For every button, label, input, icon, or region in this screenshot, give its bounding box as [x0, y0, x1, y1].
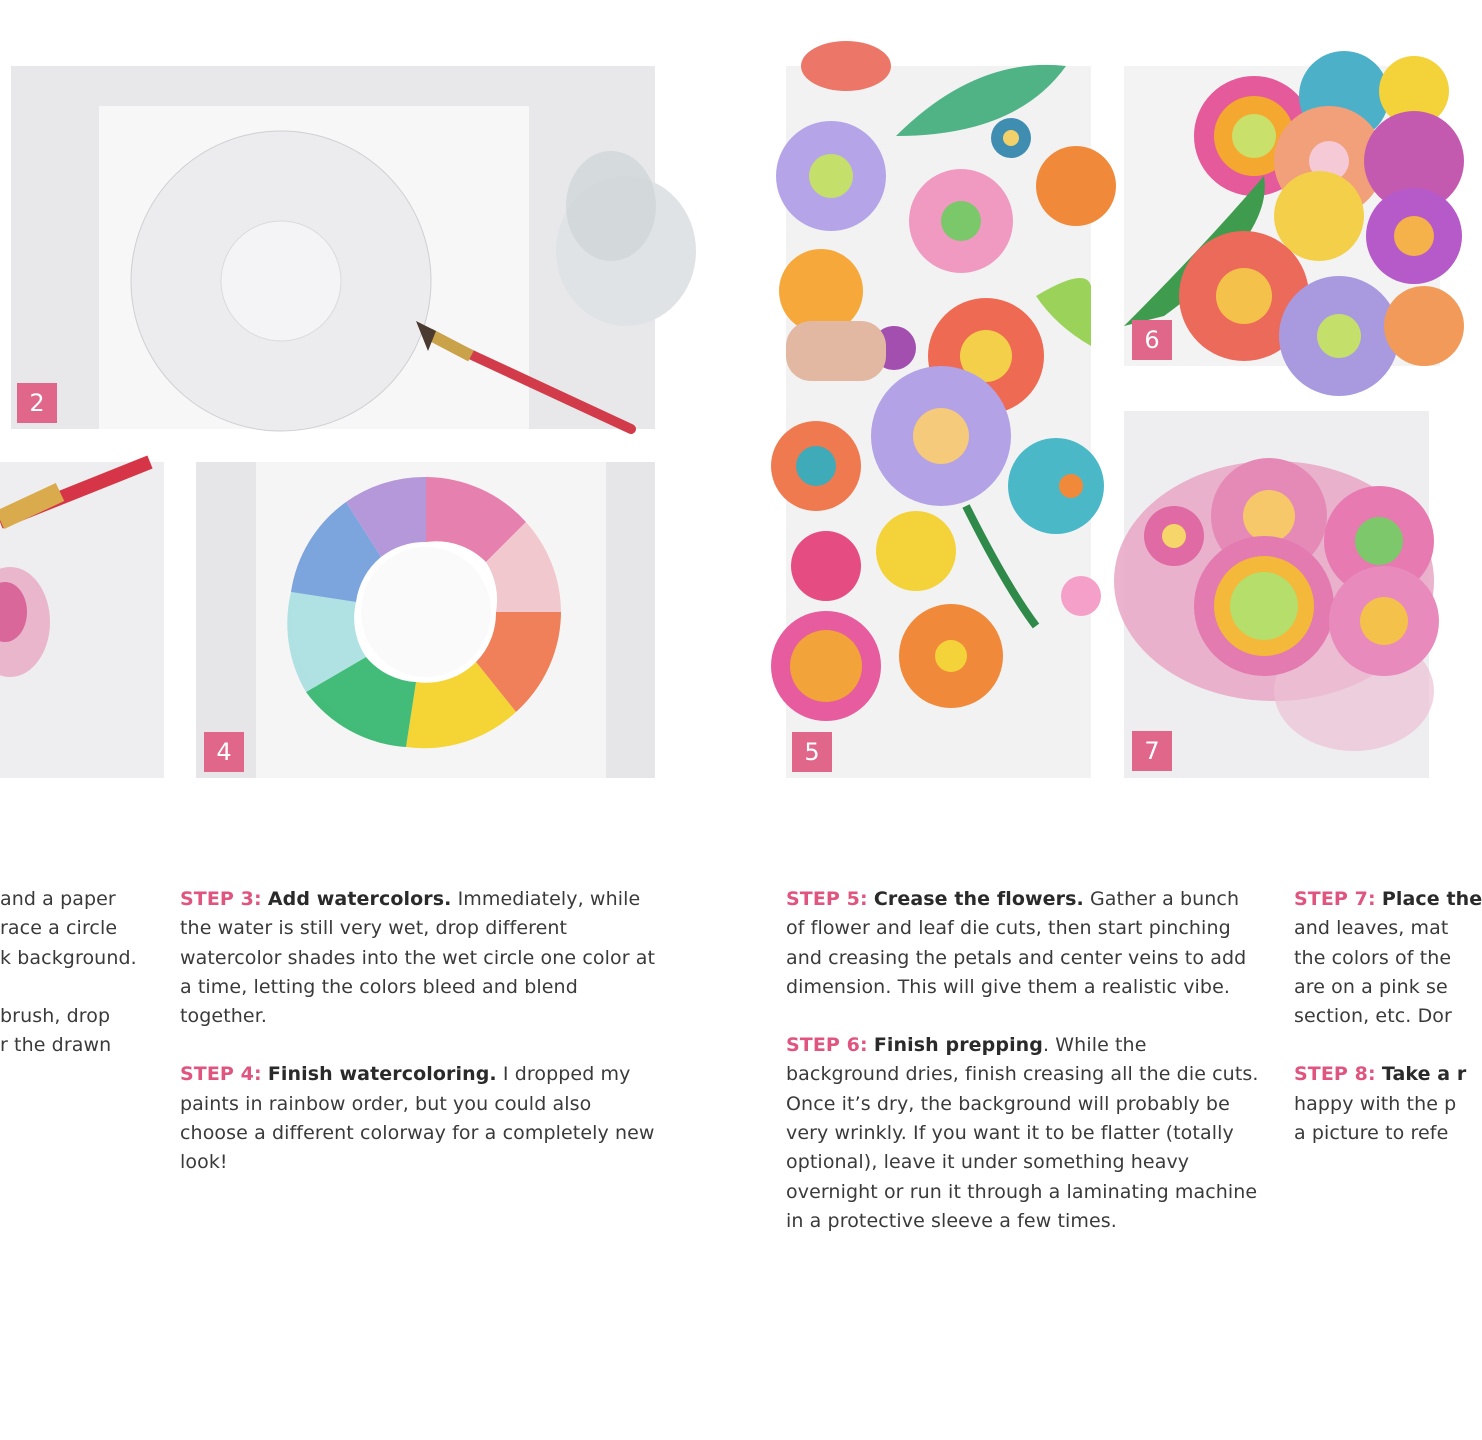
step-badge-4: 4 [204, 732, 244, 772]
text-column-steps-5-6 [786, 885, 1262, 1265]
step-5-title: Crease the flowers. [873, 888, 1084, 910]
step-7-label: STEP 7: [1294, 888, 1376, 910]
step-7-fragment-line: the colors of the [1294, 946, 1452, 969]
step-3-body: Immediately, while the water is still very wet, drop different watercolor shades into the wet circle one color at a time, letting the colors bleed and blend together. [180, 888, 656, 1028]
photo-step-5 [786, 66, 1091, 778]
photo-step-4-art [196, 462, 655, 778]
step-badge-5: 5 [792, 732, 832, 772]
text-column-right-fragment [1294, 885, 1482, 1148]
step-badge-2: 2 [17, 383, 57, 423]
step-7-fragment-line: are on a pink se [1294, 975, 1448, 998]
photo-step-2 [11, 66, 655, 429]
step-5-label: STEP 5: [786, 888, 868, 910]
step-6-title: Finish prepping [873, 1034, 1044, 1057]
step-4-label: STEP 4: [180, 1063, 262, 1086]
photo-step-4 [196, 462, 655, 778]
step-8-label: STEP 8: [1294, 1063, 1376, 1086]
text-column-left-fragment [0, 885, 150, 1060]
step-2-fragment-line: brush, drop [0, 1004, 111, 1027]
step-8-fragment-line: a picture to refe [1294, 1122, 1449, 1145]
step-7-fragment-line: section, etc. Dor [1294, 1005, 1452, 1028]
photo-step-7-art [1124, 411, 1429, 778]
step-badge-6: 6 [1132, 320, 1172, 360]
photo-step-6 [1124, 66, 1440, 366]
step-3-label: STEP 3: [180, 888, 262, 910]
step-8-first-line [1294, 1060, 1467, 1089]
photo-step-3 [0, 462, 164, 778]
step-8-fragment-line: happy with the p [1294, 1092, 1457, 1115]
step-3-paragraph [180, 885, 658, 1031]
step-1-fragment-line: and a paper [0, 888, 116, 910]
text-column-steps-3-4 [180, 885, 658, 1207]
step-4-body: I dropped my paints in rainbow order, but you could also choose a different colorway for a completely new look! [180, 1063, 655, 1174]
step-6-label: STEP 6: [786, 1034, 868, 1057]
step-1-fragment-line: k background. [0, 946, 137, 969]
step-5-body: Gather a bunch of flower and leaf die cuts, then start pinching and creasing the petals and center veins to add dimension. This will give them a realistic vibe. [786, 888, 1247, 998]
step-7-title: Place the [1381, 888, 1482, 910]
step-7-first-line [1294, 885, 1482, 914]
step-1-fragment-line: race a circle [0, 917, 118, 940]
step-5-paragraph [786, 885, 1262, 1002]
step-7-fragment-line: and leaves, mat [1294, 917, 1449, 940]
step-8-title: Take a r [1381, 1063, 1467, 1086]
photo-step-5-art [786, 66, 1091, 778]
step-4-title: Finish watercoloring. [267, 1063, 497, 1086]
photo-step-2-art [11, 66, 655, 429]
step-4-paragraph [180, 1060, 658, 1177]
step-6-paragraph [786, 1031, 1262, 1236]
step-2-fragment-line: r the drawn [0, 1034, 112, 1057]
step-badge-7: 7 [1132, 731, 1172, 771]
photo-step-7 [1124, 411, 1429, 778]
step-3-title: Add watercolors. [267, 888, 452, 910]
photo-step-3-art [0, 462, 164, 778]
step-6-body: . While the background dries, finish creasing all the die cuts. Once it’s dry, the background will probably be very wrinkly. If you want it to be flatter (totally optional), leave it under something heavy overnight or run it through a laminating machine in a protective sleeve a few times. [786, 1034, 1259, 1232]
